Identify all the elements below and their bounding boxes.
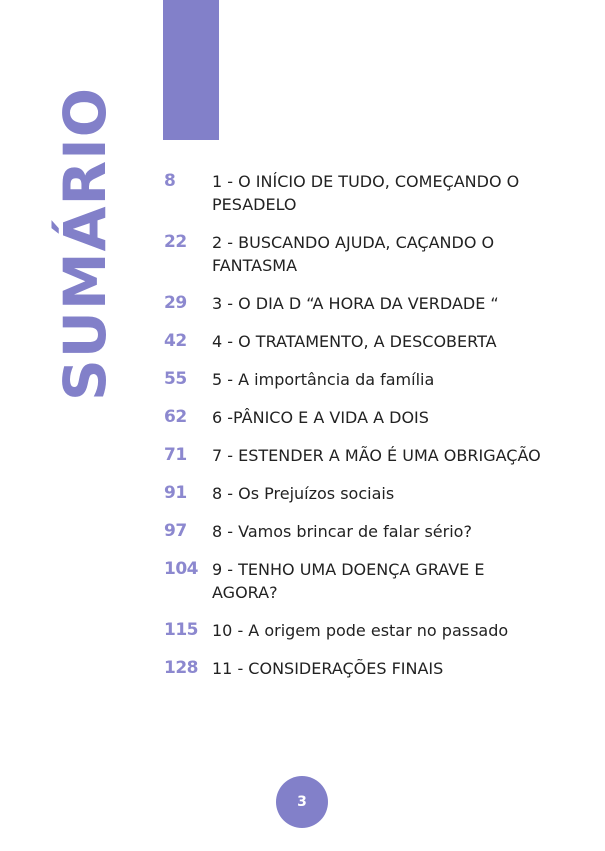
- toc-page-number: 55: [164, 369, 187, 389]
- toc-entry[interactable]: [164, 482, 584, 505]
- toc-entry[interactable]: [164, 657, 584, 680]
- toc-page-number: 115: [164, 620, 198, 640]
- toc-page-number: 97: [164, 521, 187, 541]
- toc-page-number: 22: [164, 232, 187, 252]
- toc-entry[interactable]: [164, 368, 584, 391]
- toc-entry[interactable]: [164, 292, 584, 315]
- toc-page-number: 71: [164, 445, 187, 465]
- page-number: 3: [297, 794, 307, 810]
- toc-chapter-title: 11 - CONSIDERAÇÕES FINAIS: [212, 659, 444, 678]
- toc-entry[interactable]: [164, 619, 584, 642]
- toc-chapter-title: 9 - TENHO UMA DOENÇA GRAVE E AGORA?: [212, 560, 485, 602]
- toc-page-number: 104: [164, 559, 198, 579]
- toc-chapter-title: 1 - O INÍCIO DE TUDO, COMEÇANDO O PESADELO: [212, 172, 520, 214]
- toc-page-number: 42: [164, 331, 187, 351]
- toc-chapter-title: 5 - A importância da família: [212, 370, 435, 389]
- toc-chapter-title: 4 - O TRATAMENTO, A DESCOBERTA: [212, 332, 497, 351]
- toc-chapter-title: 2 - BUSCANDO AJUDA, CAÇANDO O FANTASMA: [212, 233, 495, 275]
- toc-page-number: 29: [164, 293, 187, 313]
- toc-page-number: 8: [164, 171, 176, 191]
- toc-chapter-title: 10 - A origem pode estar no passado: [212, 621, 509, 640]
- toc-chapter-title: 3 - O DIA D “A HORA DA VERDADE “: [212, 294, 499, 313]
- toc-page-number: 91: [164, 483, 187, 503]
- table-of-contents: [164, 170, 584, 695]
- page-number-badge: [276, 776, 328, 828]
- toc-entry[interactable]: [164, 330, 584, 353]
- toc-chapter-title: 8 - Os Prejuízos sociais: [212, 484, 395, 503]
- toc-entry[interactable]: [164, 520, 584, 543]
- decorative-bar: [163, 0, 219, 140]
- toc-entry[interactable]: [164, 444, 584, 467]
- toc-entry[interactable]: [164, 406, 584, 429]
- page-title: SUMÁRIO: [51, 86, 119, 402]
- toc-chapter-title: 6 -PÂNICO E A VIDA A DOIS: [212, 408, 429, 427]
- toc-entry[interactable]: [164, 231, 584, 277]
- toc-chapter-title: 7 - ESTENDER A MÃO É UMA OBRIGAÇÃO: [212, 446, 541, 465]
- toc-entry[interactable]: [164, 558, 584, 604]
- toc-page-number: 128: [164, 658, 198, 678]
- toc-entry[interactable]: [164, 170, 584, 216]
- toc-chapter-title: 8 - Vamos brincar de falar sério?: [212, 522, 472, 541]
- title-container: [50, 86, 120, 402]
- toc-page-number: 62: [164, 407, 187, 427]
